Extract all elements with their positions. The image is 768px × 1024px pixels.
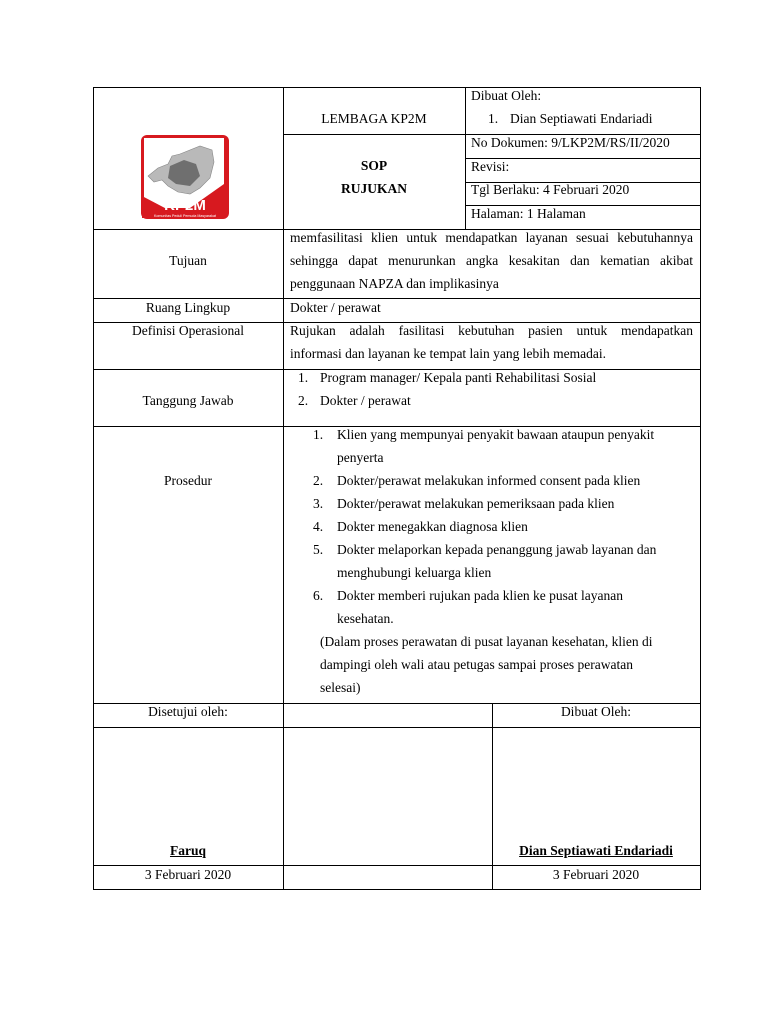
list-item-number: 6. [313, 588, 324, 603]
list-item-continuation: kesehatan. [337, 611, 394, 626]
list-item-number: 4. [313, 519, 324, 534]
list-item-continuation: menghubungi keluarga klien [337, 565, 492, 580]
tanggung-jawab-label: Tanggung Jawab [142, 393, 234, 408]
kp2m-logo-graphic [140, 134, 230, 220]
tujuan-label: Tujuan [169, 253, 207, 268]
prosedur-note-line-1: (Dalam proses perawatan di pusat layanan kesehatan, klien di [320, 634, 653, 649]
maker-name: Dian Septiawati Endariadi [519, 843, 673, 858]
list-item: Dokter / perawat [320, 393, 411, 408]
approver-name: Faruq [169, 843, 206, 858]
list-item: Dokter/perawat melakukan informed consent pada klien [337, 473, 641, 488]
sop-title: RUJUKAN [341, 181, 407, 196]
ruang-lingkup-label: Ruang Lingkup [145, 300, 231, 315]
list-item: Dokter/perawat melakukan pemeriksaan pada klien [337, 496, 615, 511]
logo-text: KP2M [164, 197, 206, 214]
list-item-number: 2. [313, 473, 324, 488]
prosedur-label: Prosedur [164, 473, 212, 488]
tujuan-line-2: sehingga dapat menurunkan angka kesakitan dan kematian akibat [290, 253, 693, 268]
kp2m-logo [140, 134, 230, 220]
no-dokumen: No Dokumen: 9/LKP2M/RS/II/2020 [471, 135, 670, 150]
list-item-continuation: penyerta [337, 450, 384, 465]
tujuan-line-3: penggunaan NAPZA dan implikasinya [290, 276, 499, 291]
list-item-number: 5. [313, 542, 324, 557]
list-item: Klien yang mempunyai penyakit bawaan ataupun penyakit [337, 427, 655, 442]
institution-name: LEMBAGA KP2M [321, 111, 427, 126]
dibuat-oleh-name: Dian Septiawati Endariadi [510, 111, 653, 126]
list-item: Dokter melaporkan kepada penanggung jawab layanan dan [337, 542, 657, 557]
definisi-line-2: informasi dan layanan ke tempat lain yang lebih memadai. [290, 346, 607, 361]
list-item-number: 2. [298, 393, 309, 408]
list-item: Dokter menegakkan diagnosa klien [337, 519, 528, 534]
list-item: Program manager/ Kepala panti Rehabilitasi Sosial [320, 370, 597, 385]
definisi-line-1: Rujukan adalah fasilitasi kebutuhan pasien untuk mendapatkan [290, 323, 693, 338]
ruang-lingkup-value: Dokter / perawat [290, 300, 381, 315]
made-by-label: Dibuat Oleh: [560, 704, 632, 719]
list-item-number: 1. [313, 427, 324, 442]
approved-by-label: Disetujui oleh: [148, 704, 228, 719]
definisi-label: Definisi Operasional [131, 323, 245, 338]
approver-date: 3 Februari 2020 [144, 867, 232, 882]
tujuan-line-1: memfasilitasi klien untuk mendapatkan layanan sesuai kebutuhannya [290, 230, 693, 245]
dibuat-oleh-num: 1. [488, 111, 499, 126]
prosedur-note-line-3: selesai) [320, 680, 361, 695]
halaman: Halaman: 1 Halaman [471, 206, 586, 221]
maker-date: 3 Februari 2020 [552, 867, 640, 882]
list-item-number: 1. [298, 370, 309, 385]
tgl-berlaku: Tgl Berlaku: 4 Februari 2020 [471, 182, 630, 197]
prosedur-note-line-2: dampingi oleh wali atau petugas sampai proses perawatan [320, 657, 634, 672]
dibuat-oleh-header: Dibuat Oleh: [471, 88, 542, 103]
revisi: Revisi: [471, 159, 510, 174]
list-item-number: 3. [313, 496, 324, 511]
logo-subtext: Komunitas Peduli Pemuda Masyarakat [154, 214, 216, 218]
list-item: Dokter memberi rujukan pada klien ke pusat layanan [337, 588, 624, 603]
sop-label: SOP [360, 158, 388, 173]
